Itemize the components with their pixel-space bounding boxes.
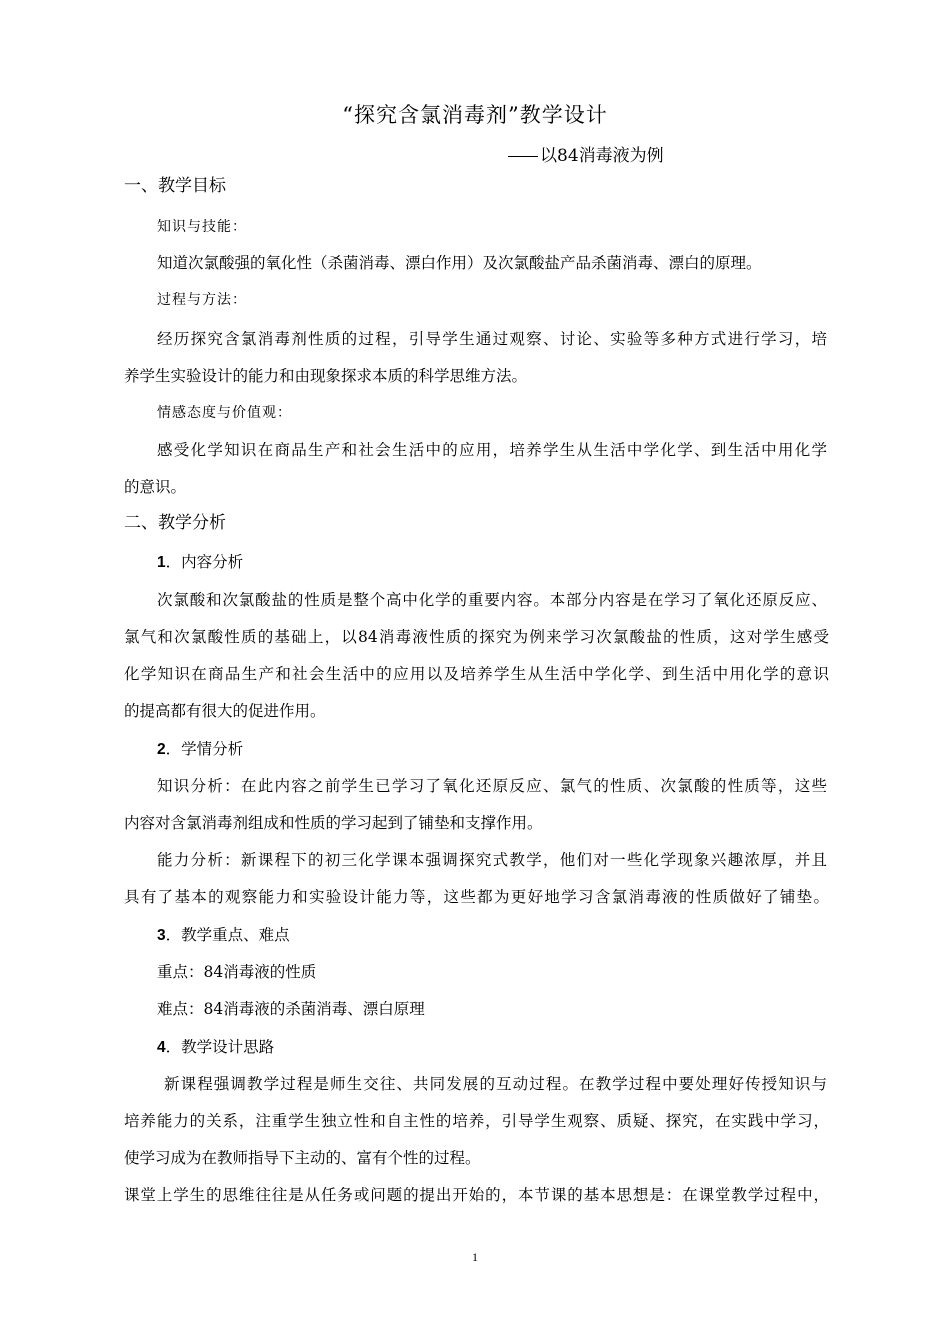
subheading-number: 1 [157,554,166,571]
paragraph-design-line1: 新课程强调教学过程是师生交往、共同发展的互动过程。在教学过程中要处理好传授知识与 [164,1075,827,1093]
subheading-key-points [157,923,877,948]
paragraph-ability-analysis-line1: 能力分析：新课程下的初三化学课本强调探究式教学，他们对一些化学现象兴趣浓厚，并且 [157,851,827,869]
subheading-text: ．教学设计思路 [165,1038,275,1056]
document-subtitle [508,142,664,170]
document-title: “探究含氯消毒剂”教学设计 [342,103,608,127]
paragraph-knowledge-analysis-line1: 知识分析：在此内容之前学生已学习了氧化还原反应、氯气的性质、次氯酸的性质等，这些 [157,777,827,795]
paragraph-design-line3: 使学习成为在教师指导下主动的、富有个性的过程。 [124,1149,481,1167]
subheading-number: 3 [157,927,166,944]
subheading-text: ．教学重点、难点 [165,926,290,944]
subheading-number: 2 [157,741,166,758]
paragraph-attitude-values-line2: 的意识。 [124,478,187,496]
section-heading-objectives: 一、教学目标 [124,176,226,196]
paragraph-process-methods-line1: 经历探究含氯消毒剂性质的过程，引导学生通过观察、讨论、实验等多种方式进行学习，培 [157,330,827,348]
subheading-content-analysis [157,550,877,575]
em-dash-rule [508,156,538,157]
paragraph-process-methods-line2: 养学生实验设计的能力和由现象探求本质的科学思维方法。 [124,367,528,385]
subheading-student-analysis [157,737,877,762]
subheading-text: ．学情分析 [165,740,244,758]
subheading-number: 4 [157,1039,166,1056]
paragraph-design-line4: 课堂上学生的思维往往是从任务或问题的提出开始的，本节课的基本思想是：在课堂教学过程中， [124,1186,829,1204]
paragraph-knowledge-skills: 知道次氯酸强的氧化性（杀菌消毒、漂白作用）及次氯酸盐产品杀菌消毒、漂白的原理。 [157,254,762,272]
label-attitude-values: 情感态度与价值观： [157,405,292,421]
paragraph-ability-analysis-line2: 具有了基本的观察能力和实验设计能力等，这些都为更好地学习含氯消毒液的性质做好了铺垫。 [124,888,829,906]
section-heading-analysis [124,511,844,535]
label-process-methods: 过程与方法： [157,292,247,308]
subheading-design-thinking [157,1035,877,1060]
subheading-text: ．内容分析 [165,553,244,571]
paragraph-content-line4: 的提高都有很大的促进作用。 [124,702,326,720]
label-knowledge-skills: 知识与技能： [157,219,247,235]
paragraph-attitude-values-line1: 感受化学知识在商品生产和社会生活中的应用，培养学生从生活中学化学、到生活中用化学 [157,441,827,459]
paragraph-knowledge-analysis-line2: 内容对含氯消毒剂组成和性质的学习起到了铺垫和支撑作用。 [124,814,543,832]
subtitle-text: 以84消毒液为例 [540,146,664,166]
paragraph-content-line2: 氯气和次氯酸性质的基础上，以84消毒液性质的探究为例来学习次氯酸盐的性质，这对学生感受 [124,628,829,646]
key-point-line: 重点：84消毒液的性质 [157,963,317,981]
page-number: 1 [472,1250,478,1264]
section-heading-analysis-text: 二、教学分析 [124,513,226,533]
paragraph-content-line1: 次氯酸和次氯酸盐的性质是整个高中化学的重要内容。本部分内容是在学习了氧化还原反应、 [157,591,827,609]
paragraph-content-line3: 化学知识在商品生产和社会生活中的应用以及培养学生从生活中学化学、到生活中用化学的意识 [124,665,829,683]
difficult-point-line: 难点：84消毒液的杀菌消毒、漂白原理 [157,1000,425,1018]
paragraph-design-line2: 培养能力的关系，注重学生独立性和自主性的培养，引导学生观察、质疑、探究，在实践中学习， [124,1112,829,1130]
